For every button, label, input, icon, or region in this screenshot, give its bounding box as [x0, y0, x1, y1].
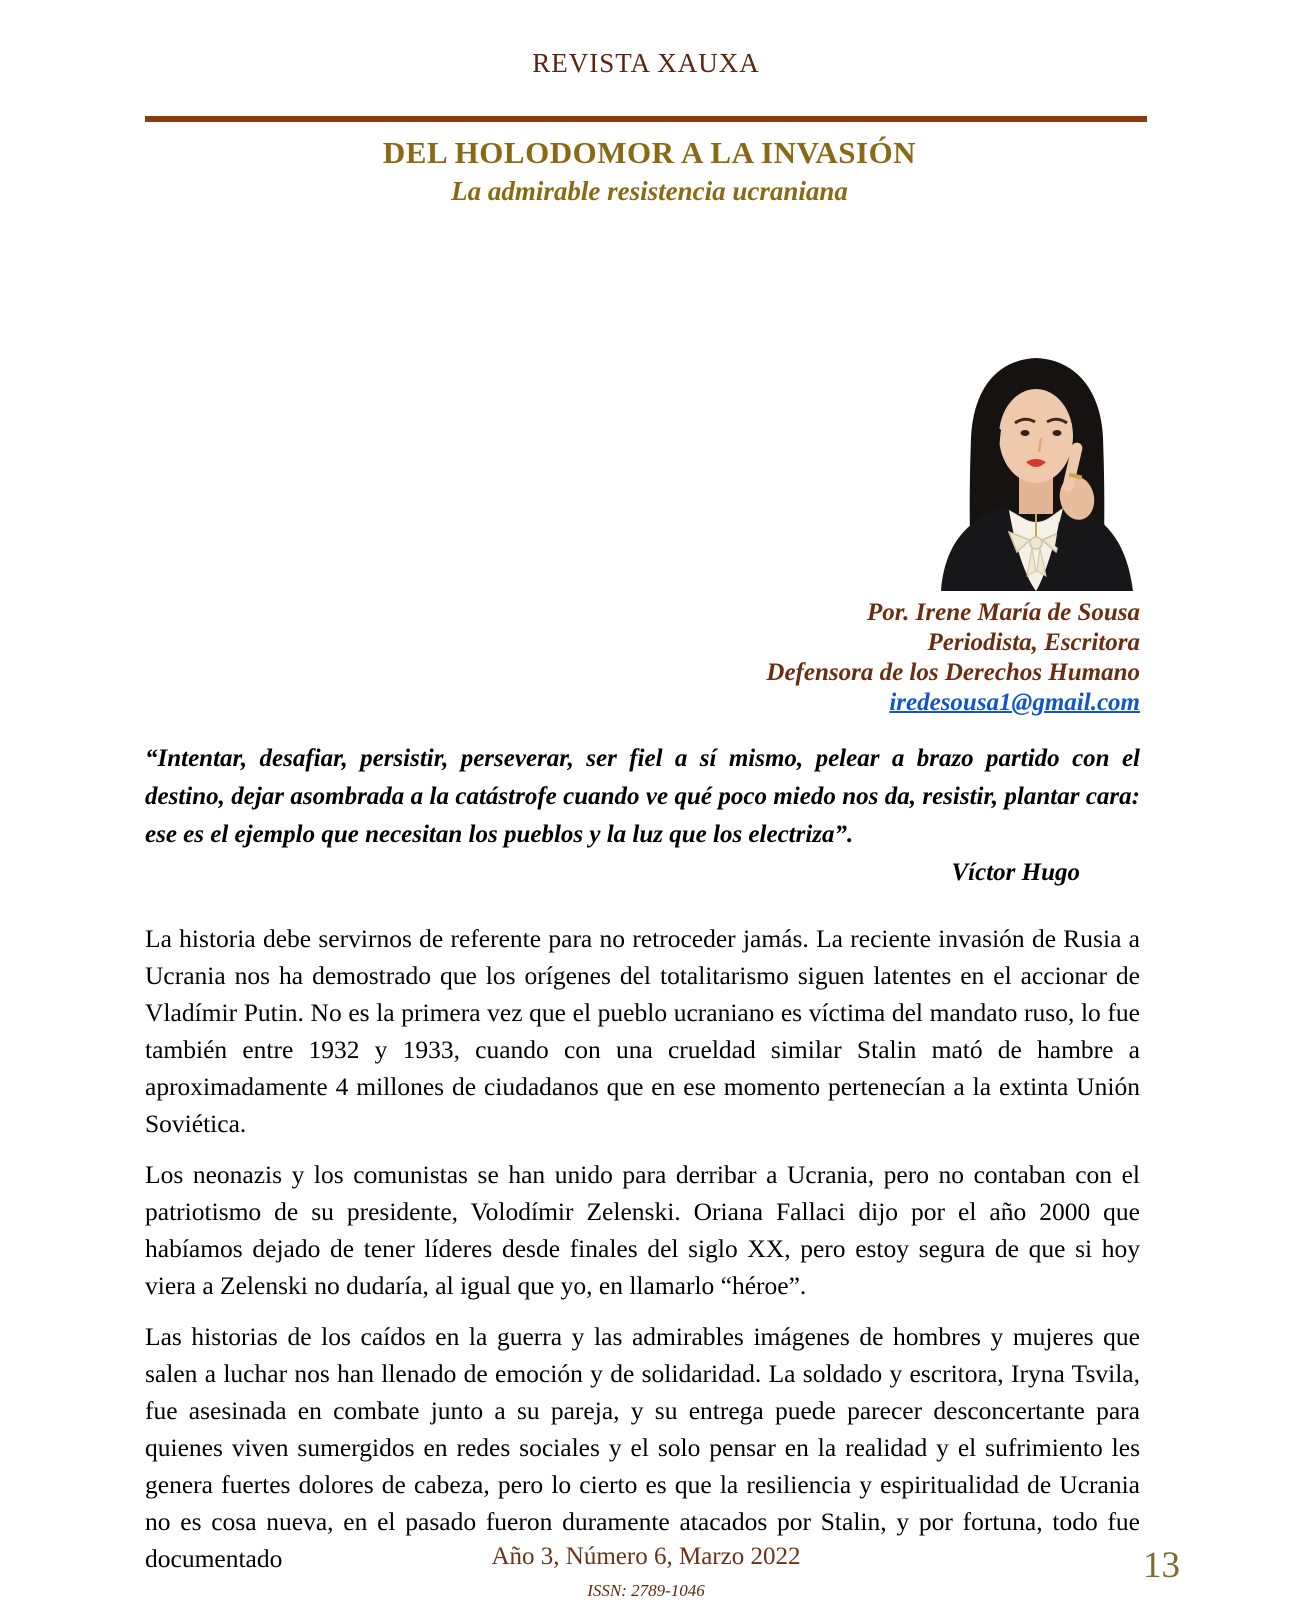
- author-role-2: Defensora de los Derechos Humano: [766, 659, 1140, 686]
- epigraph-quote: “Intentar, desafiar, persistir, perseverar, ser fiel a sí mismo, pelear a brazo partido con el destino, dejar asombrada a la catástrofe cuando ve qué poco miedo nos da, resistir, plantar cara: ese es el ejemplo que necesitan los pueblos y la luz que los electriza”.: [145, 745, 1140, 848]
- author-photo: [935, 346, 1140, 591]
- page-number: 13: [1143, 1545, 1180, 1586]
- article-subtitle: La admirable resistencia ucraniana: [451, 176, 848, 206]
- footer-issn: ISSN: 2789-1046: [587, 1581, 705, 1600]
- masthead: REVISTA XAUXA: [532, 48, 760, 78]
- body-paragraph-1: La historia debe servirnos de referente para no retroceder jamás. La reciente invasión de Rusia a Ucrania nos ha demostrado que los orígenes del totalitarismo siguen latentes en el accionar de Vladímir Putin. No es la primera vez que el pueblo ucraniano es víctima del mandato ruso, lo fue también entre 1932 y 1933, cuando con una crueldad similar Stalin mató de hambre a aproximadamente 4 millones de ciudadanos que en ese momento pertenecían a la extinta Unión Soviética.: [145, 924, 1140, 1138]
- footer-edition: Año 3, Número 6, Marzo 2022: [491, 1543, 801, 1570]
- quote-attribution: Víctor Hugo: [951, 859, 1080, 886]
- body-paragraph-3: Las historias de los caídos en la guerra y las admirables imágenes de hombres y mujeres que salen a luchar nos han llenado de emoción y de solidaridad. La soldado y escritora, Iryna Tsvila, fue asesinada en combate junto a su pareja, y su entrega puede parecer desconcertante para quienes viven sumergidos en redes sociales y el solo pensar en la realidad y el sufrimiento les genera fuertes dolores de cabeza, pero lo cierto es que la resiliencia y espiritualidad de Ucrania no es cosa nueva, en el pasado fueron duramente atacados por Stalin, y por fortuna, todo fue documentado: [145, 1322, 1140, 1573]
- body-paragraph-2: Los neonazis y los comunistas se han unido para derribar a Ucrania, pero no contaban con el patriotismo de su presidente, Volodímir Zelenski. Oriana Fallaci dijo por el año 2000 que habíamos dejado de tener líderes desde finales del siglo XX, pero estoy segura de que si hoy viera a Zelenski no dudaría, al igual que yo, en llamarlo “héroe”.: [145, 1160, 1140, 1300]
- author-block: [145, 346, 1140, 718]
- header-rule: [145, 116, 1147, 122]
- author-role-1: Periodista, Escritora: [927, 629, 1140, 656]
- author-email-link[interactable]: iredesousa1@gmail.com: [889, 689, 1140, 716]
- author-byline: Por. Irene María de Sousa: [867, 599, 1140, 626]
- portrait-icon: [935, 346, 1140, 591]
- article-title: DEL HOLODOMOR A LA INVASIÓN: [382, 135, 917, 170]
